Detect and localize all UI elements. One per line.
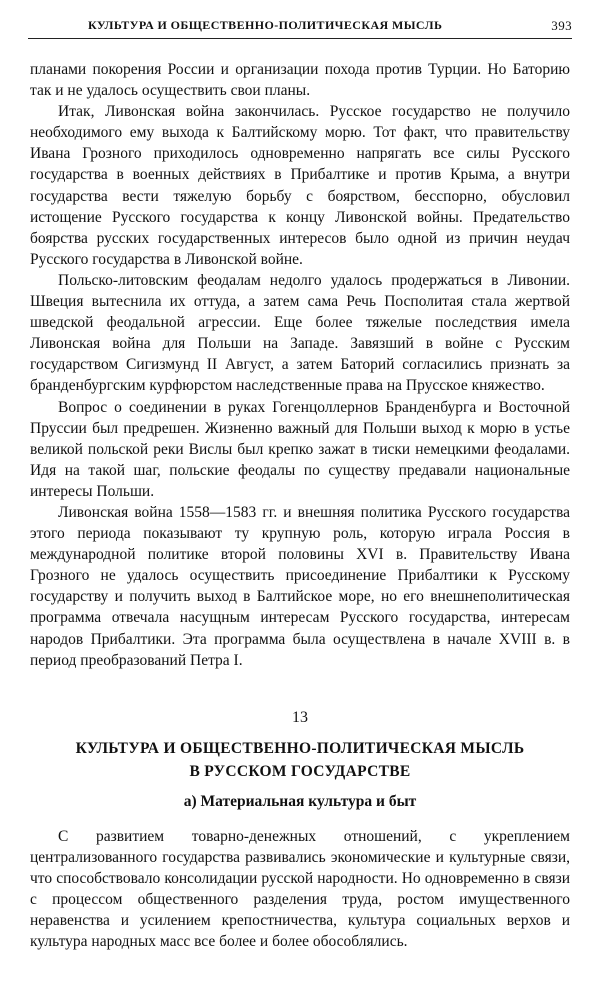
chapter-number: 13 — [292, 709, 308, 726]
chapter-title-line: В РУССКОМ ГОСУДАРСТВЕ — [189, 763, 411, 780]
page-number: 393 — [551, 18, 572, 33]
paragraph: Вопрос о соединении в руках Гогенцоллернов Бранденбурга и Восточной Пруссии был предрешен. Жизненно важный для Польши выход к морю в устье великой польской реки Вислы был крепко зажат в тиски немецкими феодалами. Идя на такой шаг, польские феодалы по существу предавали национальные интересы Польши. — [30, 398, 570, 500]
paragraph: планами покорения России и организации похода против Турции. Но Баторию так и не удалось осуществить свои планы. — [30, 61, 570, 100]
paragraph: Польско-литовским феодалам недолго удалось продержаться в Ливонии. Швеция вытеснила их оттуда, а затем сама Речь Посполитая стала жертвой шведской феодальной агрессии. Еще более тяжелые последствия имела Ливонская война для Польши на Западе. Завязший в войне с Русским государством Сигизмунд II Август, а затем Баторий согласились признать за бранденбургским курфюрстом наследственные права на Прусское княжество. — [30, 271, 570, 395]
chapter-title-line: КУЛЬТУРА И ОБЩЕСТВЕННО-ПОЛИТИЧЕСКАЯ МЫСЛЬ — [75, 740, 525, 757]
running-header-title: КУЛЬТУРА И ОБЩЕСТВЕННО-ПОЛИТИЧЕСКАЯ МЫСЛЬ — [88, 18, 443, 32]
main-text-block — [30, 59, 570, 671]
paragraph: Итак, Ливонская война закончилась. Русское государство не получило необходимого ему выхода к Балтийскому морю. Тот факт, что правительству Ивана Грозного приходилось одновременно напрягать все силы Русского государства в военных действиях в Прибалтике и против Крыма, а внутри государства вести тяжелую борьбу с боярством, бесспорно, обусловил истощение Русского государства к концу Ливонской войны. Предательство боярства русских государственных интересов было одной из причин неудач Русского государства в Ливонской войне. — [30, 103, 570, 268]
section-text-block — [30, 826, 570, 953]
paragraph: С развитием товарно-денежных отношений, с укреплением централизованного государства развивались экономические и культурные связи, что способствовало консолидации русской народности. Но одновременно в связи с процессом общественного разделения труда, ростом имущественного неравенства и усилением крепостничества, культура социальных верхов и культура народных масс все более и более обособлялись. — [30, 828, 570, 951]
running-header — [28, 12, 572, 39]
paragraph: Ливонская война 1558—1583 гг. и внешняя политика Русского государства этого периода показывают ту крупную роль, которую играла Россия в международной политике второй половины XVI в. Правительству Ивана Грозного не удалось осуществить присоединение Прибалтики к Русскому государству и получить выход в Балтийское море, но его внешнеполитическая программа отвечала насущным интересам Русского государства, интересам народов Прибалтики. Эта программа была осуществлена в начале XVIII в. в период преобразований Петра I. — [30, 503, 570, 669]
chapter-title — [30, 737, 570, 783]
section-title: а) Материальная культура и быт — [183, 793, 417, 810]
